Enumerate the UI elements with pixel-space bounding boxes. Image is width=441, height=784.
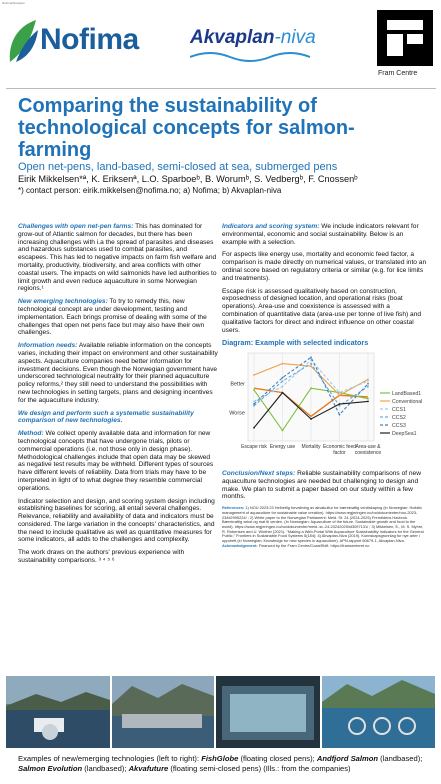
wave-icon: [190, 49, 320, 63]
fram-centre-label: Fram Centre: [378, 70, 418, 77]
header-divider: [6, 88, 436, 89]
akvaplan-logo: [190, 27, 320, 71]
para-new-tech: New emerging technologies: To try to remedy this, new technological concept are under development, testing and implementation. Each brings promise of dealing with some of the challenges that open net pens face but may also have their own challenges.: [18, 298, 207, 337]
photo-andfjord: [112, 676, 214, 748]
chart-point: [367, 383, 369, 385]
chart-x-tick-label: Mortality: [301, 444, 321, 451]
chart-point: [310, 357, 312, 359]
para-previous-work: The work draws on the authors' previous experience with sustainability comparisons. ³ ⁴ ⁵ ⁶: [18, 549, 185, 565]
diagram-title: Diagram: Example with selected indicators: [222, 338, 369, 348]
chart-x-tick-label: coexistence: [354, 450, 382, 457]
chart-point: [310, 387, 312, 389]
chart-legend-label: CCS3: [392, 423, 406, 430]
chart-legend-label: DeepSea1: [392, 431, 417, 438]
chart-point: [339, 392, 341, 394]
chart-point: [282, 430, 284, 432]
chart-legend-label: Conventional: [392, 399, 423, 406]
akvaplan-word: Akvaplan: [190, 27, 275, 48]
header-tiny-label: Nofima/Akvaplan: [2, 1, 25, 5]
chart-x-tick-label: Economic feed: [322, 444, 357, 451]
para-escape-risk: Escape risk is assessed qualitatively based on construction, exposedness of designed location, and operational risks (boat operations). Area-use and coexistence is assessed with a combination of quantitative data (area-use per tonne of live fish) and qualitative factors for direct and indirect influence on other coastal users.: [222, 287, 422, 334]
authors: Eirik Mikkelsen*ª, K. Eriksenª, L.O. Sparboeᵇ, B. Worumᵇ, S. Vedbergᵇ, F. Cnossenᵇ: [18, 174, 358, 184]
chart-point: [253, 405, 255, 407]
chart-point: [367, 380, 369, 382]
chart-y-label-better: Better: [230, 381, 245, 388]
chart-point: [339, 394, 341, 396]
technology-photos: [6, 676, 435, 748]
chart-legend-label: LandBased1: [392, 391, 422, 398]
chart-point: [367, 386, 369, 388]
para-conclusion: Conclusion/Next steps: Reliable sustainability comparisons of new aquaculture technologies are needed but challenging to design and make. We plan to submit a paper based on our study within a few months.: [222, 469, 421, 501]
chart-point: [339, 405, 341, 407]
para-method: Method: We collect openly available data and information for new technological concepts that have undergone trials, pilots or commercial operations (i.e. not those only in design phase). Methodological challenges include that open data may be skewed as negative test results may be withheld. Different types of sources have different levels of reliability. Data from trials may have to be interpreted in light of to what degree they resemble commercial operations.: [18, 430, 214, 492]
para-info-needs: Information needs: Available reliable information on the concepts varies, including their impact on environment and other sustainability aspects. Aquaculture companies need better information for investment decisions. Even though the Norwegian government have underscored technological neutrality for their planned aquaculture policy reforms,² they still need to understand the possibilities with new technologies in setting targets, plans and designing incentives for the aquaculture industry.: [18, 342, 218, 404]
chart-point: [310, 365, 312, 367]
contact-info: *) contact person: eirik.mikkelsen@nofima.no; a) Nofima; b) Akvaplan-niva: [18, 186, 282, 195]
para-challenges: Challenges with open net-pen farms: This has dominated for grow-out of Atlantic salmon for decades, but there has been increasing challenges with i.a the spread of parasites and diseases and hazardous substances used to combat parasites, and escapees. This has led to negative impacts on farm fish welfare and mortality, productivity, biodiversity, and area conflicts with other coastal users. The impacts on wild salmonids have led authorities to limit growth and even reduce aquaculture in some Norwegian regions.¹: [18, 223, 217, 293]
chart-x-tick-label: Area-use &: [355, 444, 381, 451]
chart-legend-label: CCS2: [392, 415, 406, 422]
chart-point: [253, 403, 255, 405]
para-indicators: Indicators and scoring system: We include indicators relevant for environmental, economic and social sustainability. Below is an example with a selection.: [222, 223, 419, 246]
chart-point: [367, 398, 369, 400]
chart-legend-label: CCS1: [392, 407, 406, 414]
photo-fishglobe: [6, 676, 110, 748]
poster-title: Comparing the sustainability of technological concepts for salmon-farming: [18, 95, 355, 161]
chart-point: [339, 414, 341, 416]
fram-centre-logo: [377, 10, 433, 66]
chart-point: [282, 377, 284, 379]
chart-point: [310, 363, 312, 365]
chart-point: [282, 363, 284, 365]
photo-caption: Examples of new/emerging technologies (left to right): FishGlobe (floating closed pens); Andfjord Salmon (landbased); Salmon Evolution (landbased); Akvafuture (floating semi-closed pens) (Ills.: from the companies): [18, 754, 423, 773]
indicator-line-chart: [222, 349, 427, 461]
photo-salmon-evolution: [216, 676, 320, 748]
chart-point: [367, 379, 369, 381]
nofima-wordmark: Nofima: [40, 23, 139, 56]
chart-x-tick-label: Energy use: [269, 444, 296, 451]
chart-y-label-worse: Worse: [229, 410, 245, 417]
left-column: [18, 223, 218, 570]
niva-word: -niva: [274, 27, 316, 48]
fram-symbol-icon: [377, 10, 433, 66]
photo-akvafuture: [322, 676, 435, 748]
chart-x-tick-label: factor: [333, 450, 346, 457]
chart-point: [367, 401, 369, 403]
poster-subtitle: Open net-pens, land-based, semi-closed at sea, submerged pens: [18, 161, 338, 173]
chart-point: [253, 427, 255, 429]
chart-point: [253, 389, 255, 391]
chart-point: [253, 374, 255, 376]
chart-point: [339, 403, 341, 405]
chart-x-tick-label: Escape risk: [241, 444, 267, 451]
para-aspects: For aspects like energy use, mortality and economic feed factor, a comparison is made directly on numerical values, or translated into an ordinal score based on regulatory criteria or similar (e.g. for lice limits and treatments).: [222, 251, 427, 282]
references: References: 1) NOU 2023:23 Helhetlig forvaltning av akvakultur for bærekraftig verdiskaping (in Norwegian: Holistic management of aquaculture for sustainable value creation). https://www.regjeringen.no/no/dokumenter/nou-2023-23/id2995224/ ; 2) White paper to the Norwegian Parliament: Meld. St. 24 (2024-2025) Fremtidens Havbruk. Bærekraftig vekst og mat til verden. (In Norwegian: Aquaculture of the future. Sustainable growth and food to the world). https://www.regjeringen.no/no/dokumenter/meld.-st.-24-20242025/id3097131/ ; 3) Mikkelsen, E., M. S. Myhre, R. Robertsen and U. Winther (2021). "Making a Web-Portal With Aquaculture Sustainability Indicators for the General Public." Frontiers in Sustainable Food Systems 5(184); 4) Akvaplan-Niva (2019). Kunnskapsgrunnlag for nye arter i oppdrett (in Norwegian: Knowledge for new species in aquaculture). APN-rapport 60679-1, Akvaplan-Niva. Acknowledgement: Financed by the Fram Centre/CoastShift. https://framsenteret.no: [222, 505, 424, 548]
chart-point: [253, 401, 255, 403]
para-indicator-selection: Indicator selection and design, and scoring system design including establishing baselines for scoring, all entail several challenges. Relevance, reliability and availability of data and indicators must be considered. The large variation in the concepts' characteristics, and the need to include qualitative as well as quantitative measures for some indicators, all adds to the challenges and complexity.: [18, 497, 215, 544]
right-column: [222, 223, 427, 548]
para-we-design: We design and perform such a systematic sustainability comparison of new technologies.: [18, 409, 194, 425]
chart-point: [282, 380, 284, 382]
chart-point: [282, 392, 284, 394]
chart-point: [310, 418, 312, 420]
chart-point: [282, 386, 284, 388]
